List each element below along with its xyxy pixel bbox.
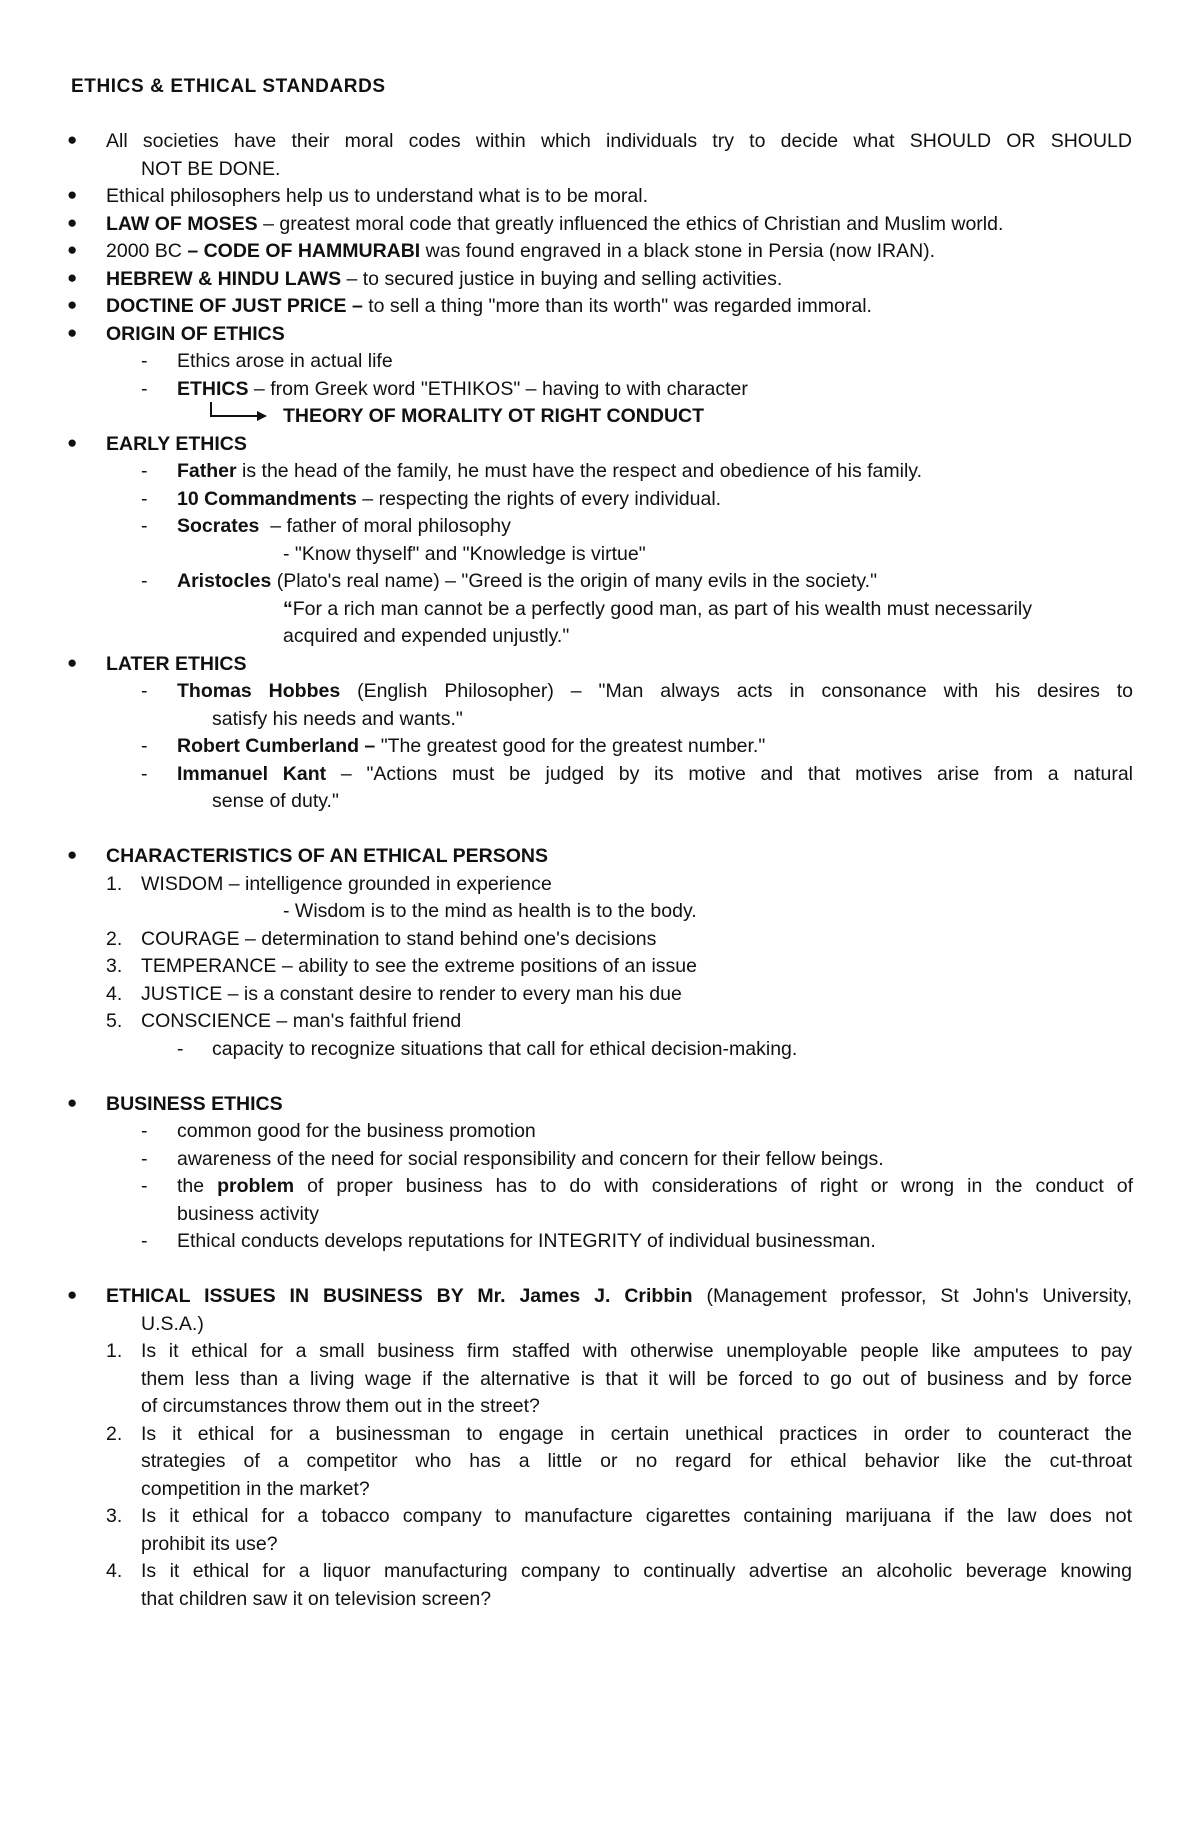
dash-marker: - (141, 460, 148, 482)
bullet-item (0, 268, 1200, 296)
bullet-text: HEBREW & HINDU LAWS – to secured justice in buying and selling activities. (106, 268, 783, 290)
bullet-icon (67, 433, 77, 453)
list-text: Ethical conducts develops reputations for INTEGRITY of individual businessman. (177, 1230, 876, 1252)
dash-marker: - (177, 1038, 184, 1060)
theory-text: THEORY OF MORALITY OT RIGHT CONDUCT (283, 405, 705, 427)
bullet-text: 2000 BC – CODE OF HAMMURABI was found engraved in a black stone in Persia (now IRAN). (106, 240, 936, 262)
item-text: CONSCIENCE – man's faithful friend (141, 1010, 462, 1032)
numbered-item (0, 1423, 1200, 1451)
numbered-item (0, 955, 1200, 983)
bullet-icon (67, 213, 77, 233)
item-number: 4. (106, 983, 123, 1005)
list-continuation (0, 1203, 1200, 1231)
list-item (0, 378, 1200, 406)
list-item (0, 1175, 1200, 1203)
item-text: TEMPERANCE – ability to see the extreme positions of an issue (141, 955, 697, 977)
section-heading-early: ● EARLY ETHICS (0, 433, 1200, 461)
bullet-item (0, 213, 1200, 241)
list-item (0, 735, 1200, 763)
item-text: WISDOM – intelligence grounded in experience (141, 873, 552, 895)
list-text: sense of duty." (212, 790, 339, 812)
item-text: Is it ethical for a small business firm staffed with otherwise unemployable people like amputees to pay (141, 1340, 1132, 1362)
dash-marker: - (141, 1230, 148, 1252)
numbered-item (0, 873, 1200, 901)
list-item (0, 570, 1200, 598)
section-heading-later: ● LATER ETHICS (0, 653, 1200, 681)
item-text: prohibit its use? (141, 1533, 278, 1555)
numbered-continuation (0, 1395, 1200, 1423)
numbered-continuation (0, 1450, 1200, 1478)
dash-marker: - (141, 680, 148, 702)
bullet-text: NOT BE DONE. (141, 158, 281, 180)
bullet-icon (67, 323, 77, 343)
list-text: - "Know thyself" and "Knowledge is virtue" (283, 543, 646, 565)
numbered-item (0, 928, 1200, 956)
item-number: 1. (106, 1340, 123, 1362)
item-number: 2. (106, 1423, 123, 1445)
list-text: Thomas Hobbes (English Philosopher) – "Man always acts in consonance with his desires to (177, 680, 1134, 702)
item-number: 4. (106, 1560, 123, 1582)
section-heading-issues: ● ETHICAL ISSUES IN BUSINESS BY Mr. James J. Cribbin (Management professor, St John's University, (0, 1285, 1200, 1313)
section-heading-origin: ● ORIGIN OF ETHICS (0, 323, 1200, 351)
list-item (0, 1038, 1200, 1066)
bullet-item (0, 130, 1200, 158)
numbered-continuation (0, 1588, 1200, 1616)
list-text: ETHICS – from Greek word "ETHIKOS" – having to with character (177, 378, 748, 400)
bullet-text: All societies have their moral codes within which individuals try to decide what SHOULD OR SHOULD (106, 130, 1132, 152)
item-number: 5. (106, 1010, 123, 1032)
item-number: 1. (106, 873, 123, 895)
bullet-continuation (0, 158, 1200, 186)
numbered-item (0, 1340, 1200, 1368)
list-text: business activity (177, 1203, 319, 1225)
dash-marker: - (141, 1175, 148, 1197)
item-number: 2. (106, 928, 123, 950)
list-item (0, 350, 1200, 378)
list-item (0, 763, 1200, 791)
dash-marker: - (141, 735, 148, 757)
bullet-item (0, 240, 1200, 268)
list-text: U.S.A.) (141, 1313, 204, 1335)
list-item (0, 680, 1200, 708)
bullet-icon (67, 653, 77, 673)
dash-marker: - (141, 350, 148, 372)
list-text: 10 Commandments – respecting the rights of every individual. (177, 488, 722, 510)
item-number: 3. (106, 1505, 123, 1527)
item-number: 3. (106, 955, 123, 977)
list-item (0, 460, 1200, 488)
dash-marker: - (141, 570, 148, 592)
list-continuation (0, 790, 1200, 818)
item-text: that children saw it on television screen? (141, 1588, 492, 1610)
bullet-icon (67, 240, 77, 260)
dash-marker: - (141, 515, 148, 537)
numbered-continuation (0, 1533, 1200, 1561)
numbered-item (0, 1560, 1200, 1588)
heading-continuation (0, 1313, 1200, 1341)
item-text: Is it ethical for a businessman to engage in certain unethical practices in order to counteract the (141, 1423, 1132, 1445)
item-text: Is it ethical for a tobacco company to manufacture cigarettes containing marijuana if the law does not (141, 1505, 1132, 1527)
numbered-subline (0, 900, 1200, 928)
item-text: Is it ethical for a liquor manufacturing company to continually advertise an alcoholic beverage knowing (141, 1560, 1132, 1582)
dash-marker: - (141, 378, 148, 400)
dash-marker: - (141, 488, 148, 510)
list-text: Father is the head of the family, he must have the respect and obedience of his family. (177, 460, 923, 482)
bullet-icon (67, 845, 77, 865)
item-text: JUSTICE – is a constant desire to render to every man his due (141, 983, 682, 1005)
document-title: ETHICS & ETHICAL STANDARDS (71, 76, 386, 97)
list-text: Robert Cumberland – "The greatest good for the greatest number." (177, 735, 766, 757)
bullet-icon (67, 268, 77, 288)
list-text: Ethics arose in actual life (177, 350, 393, 372)
theory-line (0, 405, 1200, 433)
item-text: - Wisdom is to the mind as health is to the body. (283, 900, 697, 922)
dash-marker: - (141, 763, 148, 785)
list-item (0, 1230, 1200, 1258)
bullet-icon (67, 1093, 77, 1113)
item-text: of circumstances throw them out in the street? (141, 1395, 540, 1417)
numbered-item (0, 1505, 1200, 1533)
bullet-item (0, 185, 1200, 213)
item-text: strategies of a competitor who has a little or no regard for ethical behavior like the cut-throat (141, 1450, 1132, 1472)
list-text: capacity to recognize situations that call for ethical decision-making. (212, 1038, 798, 1060)
numbered-continuation (0, 1368, 1200, 1396)
list-text: common good for the business promotion (177, 1120, 536, 1142)
list-item (0, 1148, 1200, 1176)
section-heading-characteristics: ● CHARACTERISTICS OF AN ETHICAL PERSONS (0, 845, 1200, 873)
list-text: awareness of the need for social responsibility and concern for their fellow beings. (177, 1148, 884, 1170)
item-text: competition in the market? (141, 1478, 370, 1500)
bullet-text: DOCTINE OF JUST PRICE – to sell a thing "more than its worth" was regarded immoral. (106, 295, 872, 317)
bullet-text: LAW OF MOSES – greatest moral code that greatly influenced the ethics of Christian and Muslim world. (106, 213, 1004, 235)
item-text: COURAGE – determination to stand behind one's decisions (141, 928, 657, 950)
list-text: the problem of proper business has to do with considerations of right or wrong in the conduct of (177, 1175, 1134, 1197)
dash-marker: - (141, 1148, 148, 1170)
section-heading-business: ● BUSINESS ETHICS (0, 1093, 1200, 1121)
numbered-continuation (0, 1478, 1200, 1506)
list-subline (0, 625, 1200, 653)
bullet-icon (67, 130, 77, 150)
list-item (0, 515, 1200, 543)
bullet-icon (67, 185, 77, 205)
list-item (0, 488, 1200, 516)
dash-marker: - (141, 1120, 148, 1142)
list-text: “For a rich man cannot be a perfectly good man, as part of his wealth must necessarily (283, 598, 1032, 620)
bullet-item (0, 295, 1200, 323)
list-subline (0, 598, 1200, 626)
numbered-item (0, 1010, 1200, 1038)
list-text: Aristocles (Plato's real name) – "Greed is the origin of many evils in the society." (177, 570, 878, 592)
numbered-item (0, 983, 1200, 1011)
item-text: them less than a living wage if the alternative is that it will be forced to go out of business and by force (141, 1368, 1132, 1390)
list-text: Socrates – father of moral philosophy (177, 515, 511, 537)
bullet-icon (67, 295, 77, 315)
list-text: Immanuel Kant – "Actions must be judged by its motive and that motives arise from a natural (177, 763, 1133, 785)
list-text: satisfy his needs and wants." (212, 708, 463, 730)
list-subline (0, 543, 1200, 571)
bullet-text: Ethical philosophers help us to understand what is to be moral. (106, 185, 648, 207)
list-item (0, 1120, 1200, 1148)
bullet-icon (67, 1285, 77, 1305)
list-continuation (0, 708, 1200, 736)
list-text: acquired and expended unjustly." (283, 625, 570, 647)
